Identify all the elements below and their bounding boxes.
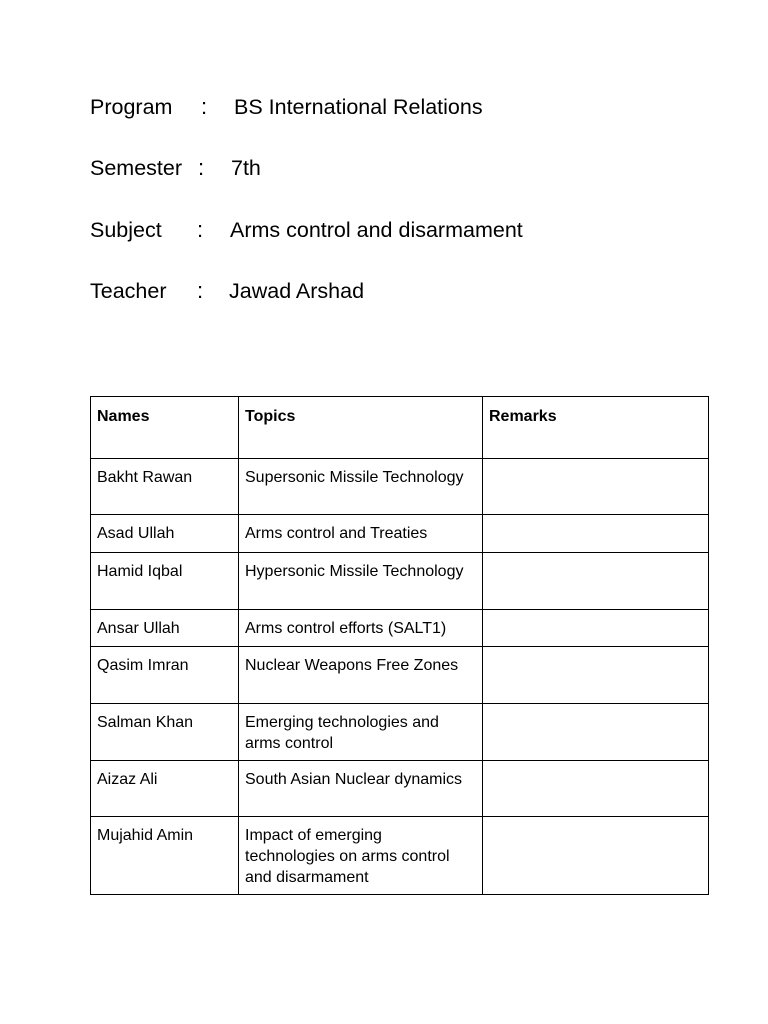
cell-name: Salman Khan — [91, 704, 239, 761]
cell-topic: Supersonic Missile Technology — [239, 459, 483, 515]
cell-name: Hamid Iqbal — [91, 553, 239, 610]
table-row — [91, 610, 709, 647]
header-names: Names — [91, 397, 239, 459]
cell-remarks — [483, 553, 709, 610]
program-label: Program — [90, 95, 173, 119]
table-row — [91, 647, 709, 704]
cell-topic: Impact of emerging technologies on arms control and disarmament — [239, 817, 483, 895]
subject-label: Subject — [90, 218, 162, 242]
cell-name: Mujahid Amin — [91, 817, 239, 895]
semester-value: 7th — [231, 156, 261, 180]
table-row — [91, 761, 709, 817]
table-row — [91, 459, 709, 515]
student-topics-table — [90, 396, 709, 895]
cell-topic: South Asian Nuclear dynamics — [239, 761, 483, 817]
cell-remarks — [483, 647, 709, 704]
cell-topic: Nuclear Weapons Free Zones — [239, 647, 483, 704]
semester-colon: : — [198, 155, 205, 180]
cell-remarks — [483, 515, 709, 553]
teacher-value: Jawad Arshad — [229, 279, 365, 303]
program-colon: : — [201, 94, 208, 119]
cell-remarks — [483, 761, 709, 817]
cell-topic: Emerging technologies and arms control — [239, 704, 483, 761]
cell-topic: Arms control efforts (SALT1) — [239, 610, 483, 647]
cell-name: Ansar Ullah — [91, 610, 239, 647]
table-row — [91, 817, 709, 895]
table-row — [91, 515, 709, 553]
teacher-colon: : — [197, 278, 204, 303]
teacher-label: Teacher — [90, 279, 167, 303]
table-row — [91, 553, 709, 610]
header-topics: Topics — [239, 397, 483, 459]
cell-name: Asad Ullah — [91, 515, 239, 553]
program-value: BS International Relations — [234, 95, 483, 119]
table-row — [91, 704, 709, 761]
cell-topic: Hypersonic Missile Technology — [239, 553, 483, 610]
cell-remarks — [483, 817, 709, 895]
cell-remarks — [483, 704, 709, 761]
cell-topic: Arms control and Treaties — [239, 515, 483, 553]
subject-colon: : — [197, 217, 204, 242]
cell-name: Bakht Rawan — [91, 459, 239, 515]
cell-name: Qasim Imran — [91, 647, 239, 704]
subject-value: Arms control and disarmament — [230, 218, 523, 242]
cell-remarks — [483, 459, 709, 515]
semester-label: Semester — [90, 156, 183, 180]
cell-name: Aizaz Ali — [91, 761, 239, 817]
cell-remarks — [483, 610, 709, 647]
header-remarks: Remarks — [483, 397, 709, 459]
table-header-row — [91, 397, 709, 459]
